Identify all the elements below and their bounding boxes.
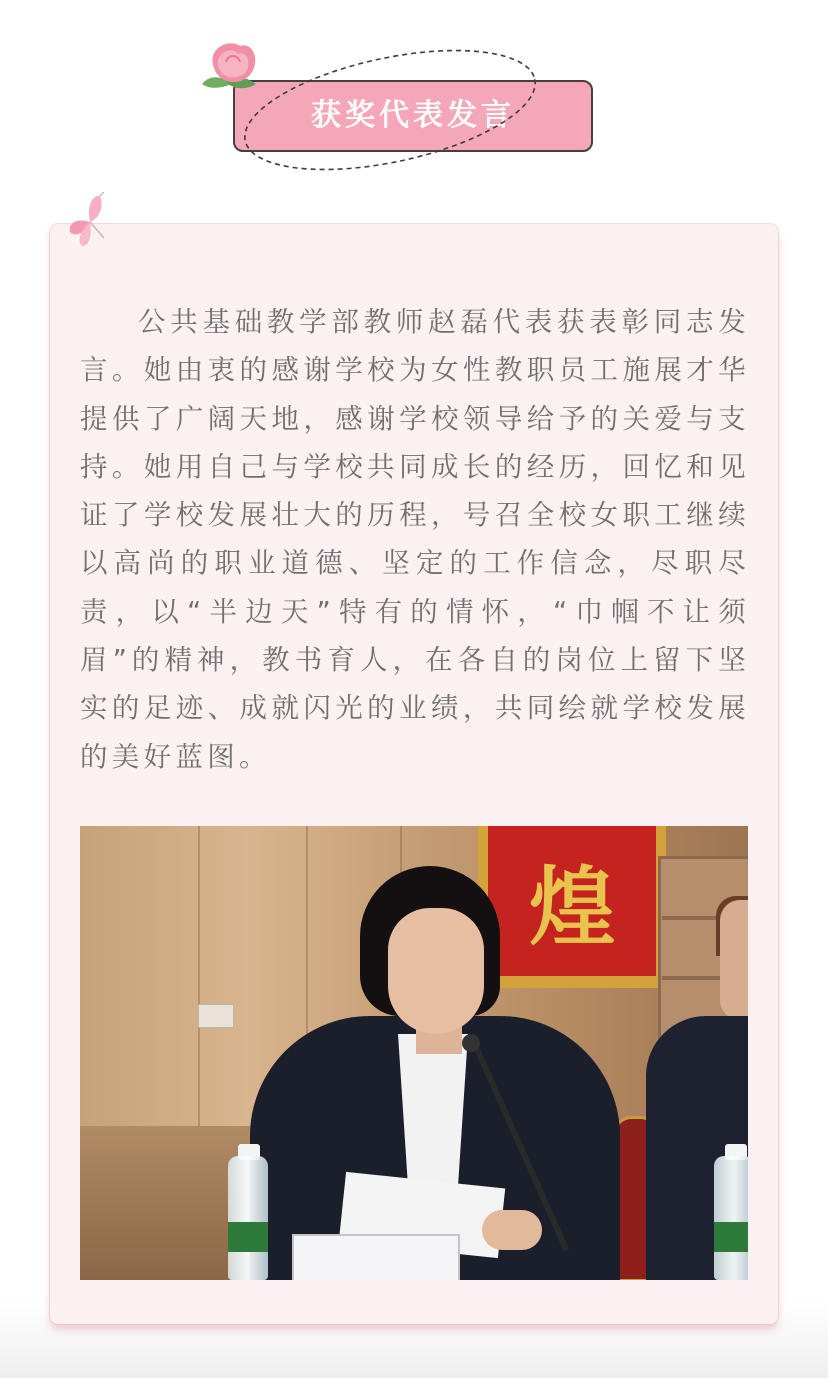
section-title: 获奖代表发言 [311, 98, 515, 133]
microphone-icon [462, 1034, 480, 1052]
wall-panel-line [198, 826, 200, 1126]
butterfly-icon [64, 192, 114, 250]
water-bottle [714, 1156, 748, 1280]
speaker-shirt [398, 1034, 468, 1194]
water-bottle [228, 1156, 268, 1280]
speaker-hand [482, 1210, 542, 1250]
speaker-photo [80, 826, 748, 1280]
article-paragraph: 公共基础教学部教师赵磊代表获表彰同志发言。她由衷的感谢学校为女性教职员工施展才华提供了广阔天地，感谢学校领导给予的关爱与支持。她用自己与学校共同成长的经历，回忆和见证了学校发展壮大的历程，号召全校女职工继续以高尚的职业道德、坚定的工作信念，尽职尽责，以“半边天”特有的情怀，“巾帼不让须眉”的精神，教书育人，在各自的岗位上留下坚实的足迹、成就闪光的业绩，共同绘就学校发展的美好蓝图。 [80, 306, 750, 773]
second-person-face [720, 900, 748, 1020]
wall-socket [198, 1004, 234, 1028]
bottle-label [228, 1222, 268, 1252]
banner-character: 煌 [529, 857, 615, 958]
bottle-label [714, 1222, 748, 1252]
flower-icon [196, 38, 262, 100]
speaker-face [388, 908, 484, 1034]
nameplate [292, 1234, 460, 1280]
section-header [0, 0, 828, 190]
